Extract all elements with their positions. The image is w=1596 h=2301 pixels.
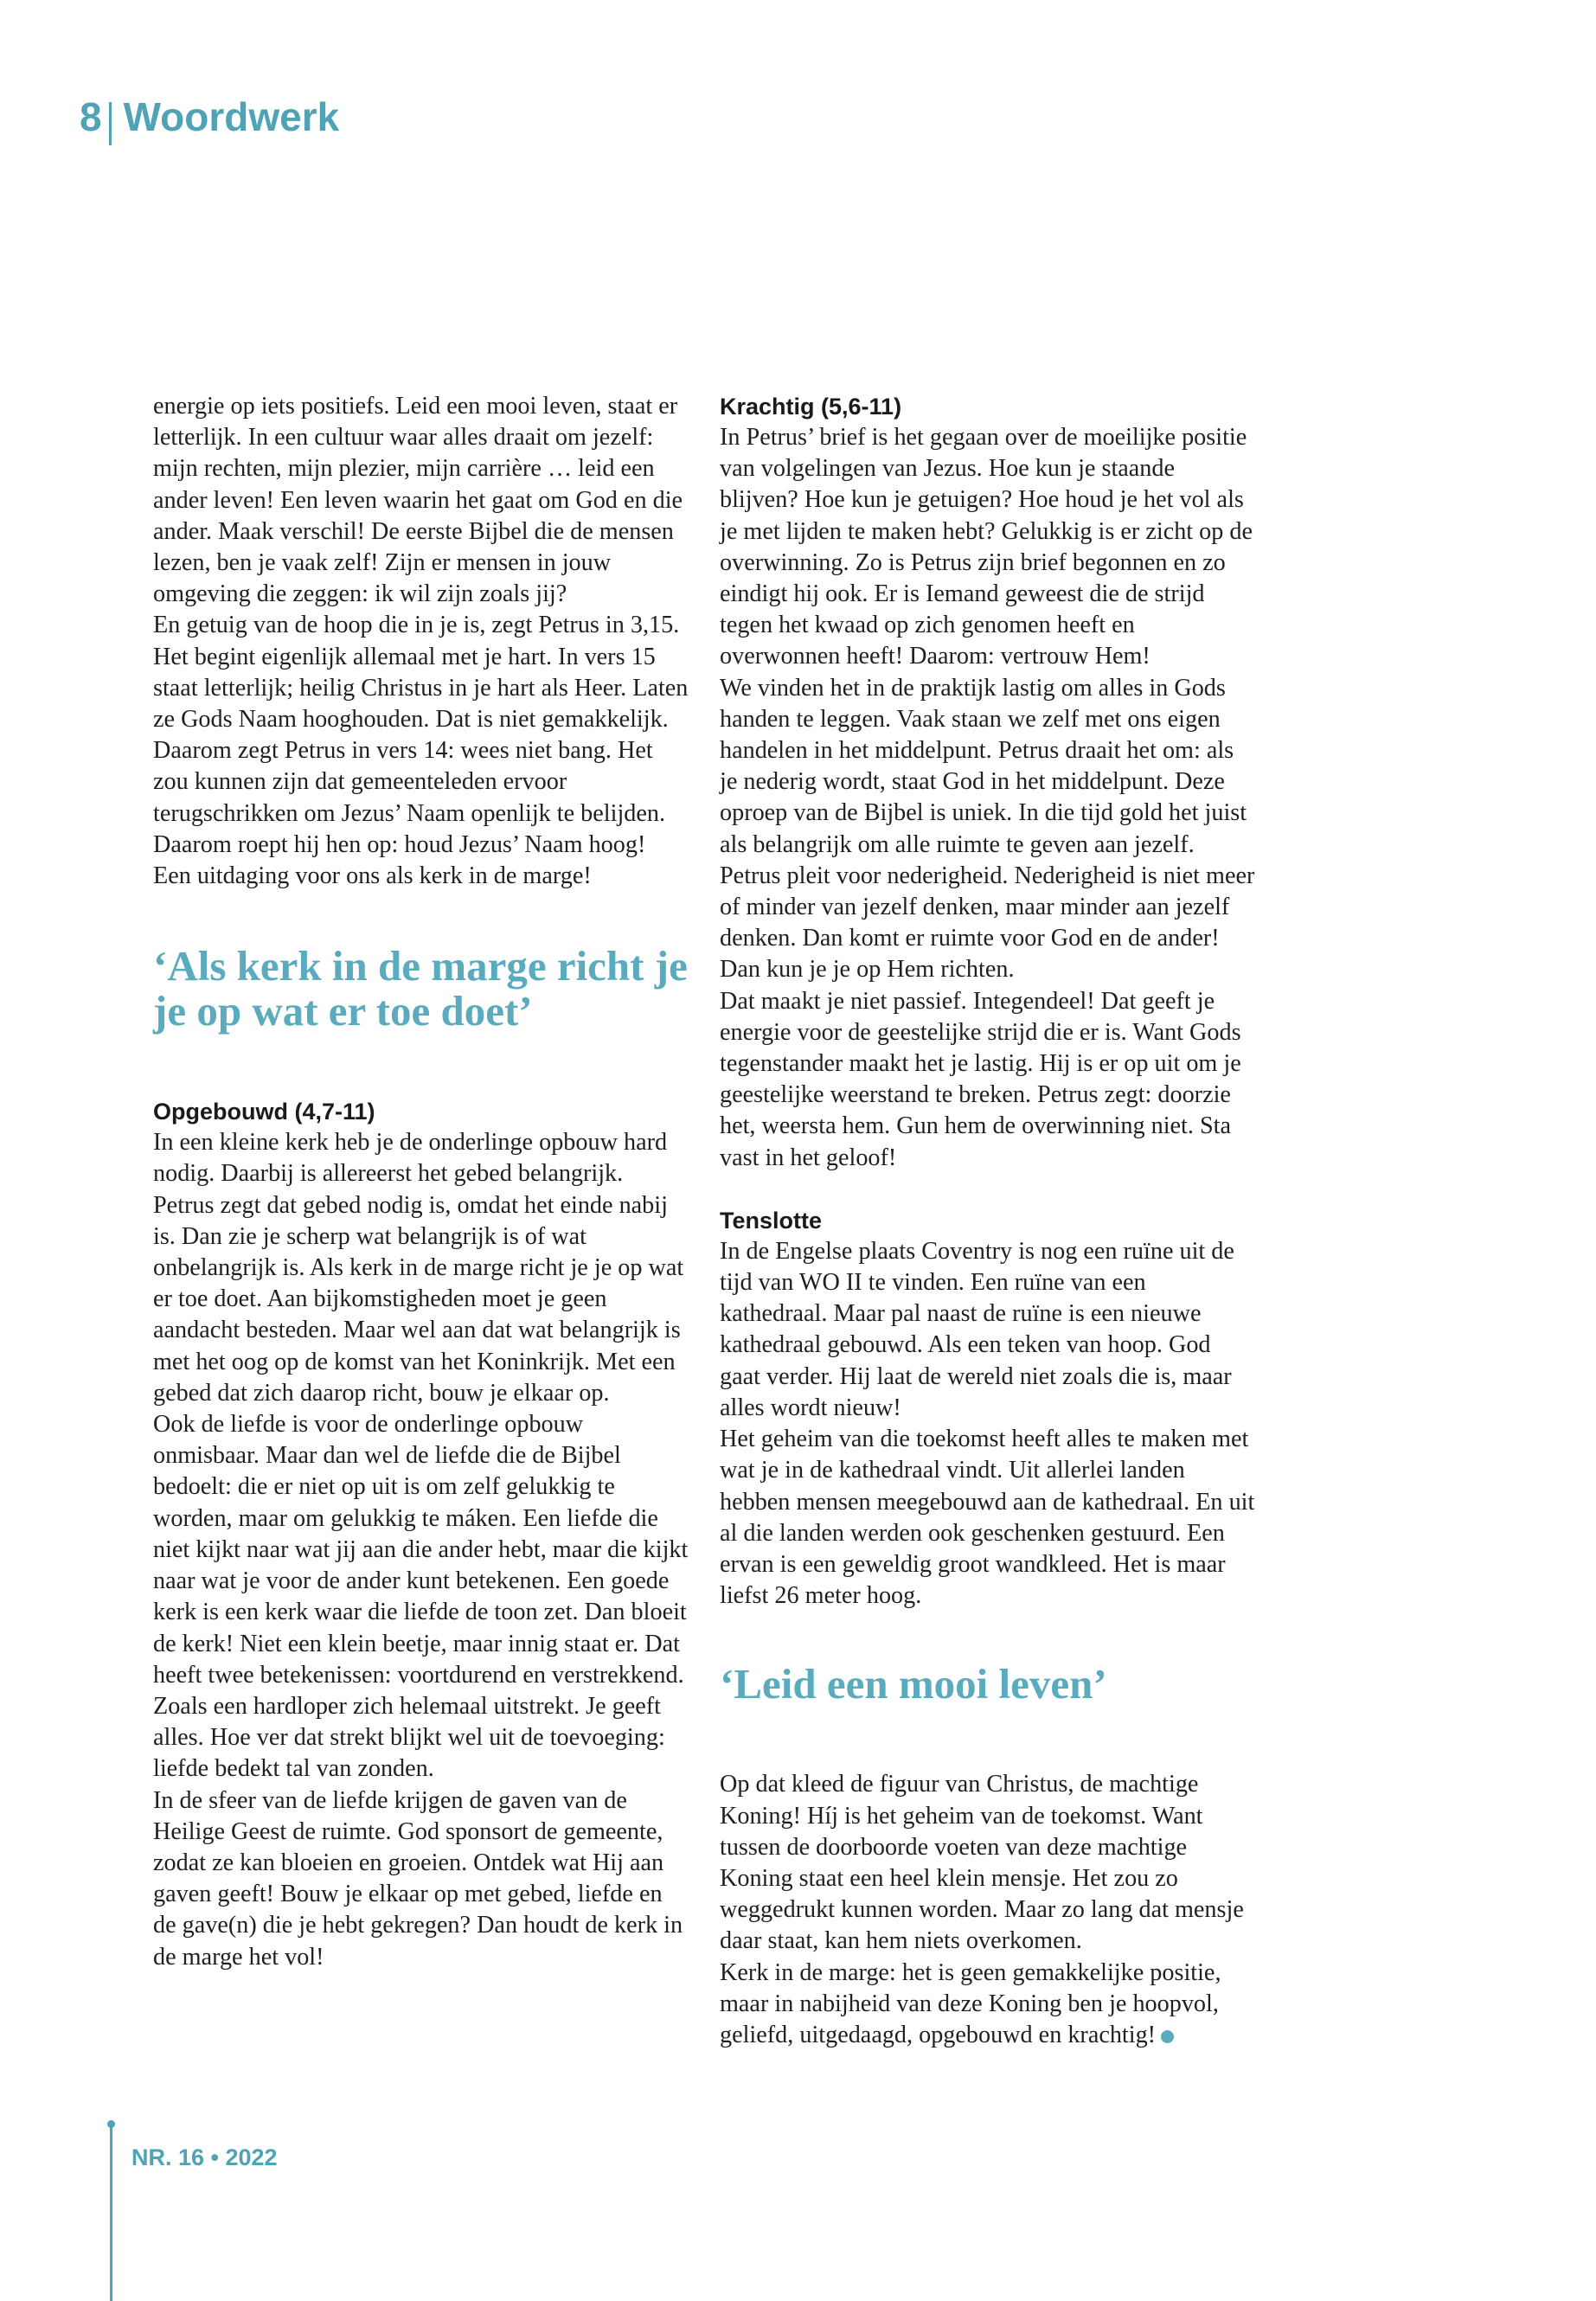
left-column <box>153 391 689 1973</box>
body-paragraph: Het geheim van die toekomst heeft alles te maken met wat je in de kathedraal vindt. Uit allerlei landen hebben mensen meegebouwd aan de kathedraal. En uit al die landen werden ook geschenken gestuurd. Een ervan is een geweldig groot wandkleed. Het is maar liefst 26 meter hoog. <box>720 1426 1255 1610</box>
page-footer <box>110 2124 278 2301</box>
body-paragraph: energie op iets positiefs. Leid een mooi leven, staat er letterlijk. In een cultuur waar alles draait om jezelf: mijn rechten, mijn plezier, mijn carrière … leid een ander leven! Een leven waarin het gaat om God en die ander. Maak verschil! De eerste Bijbel die de mensen lezen, ben je vaak zelf! Zijn er mensen in jouw omgeving die zeggen: ik wil zijn zoals jij? <box>153 393 683 608</box>
pull-quote: ‘Leid een mooi leven’ <box>720 1660 1107 1708</box>
body-paragraph-final <box>720 1958 1256 2052</box>
subheading-opgebouwd: Opgebouwd (4,7-11) <box>153 1099 375 1125</box>
page-header <box>80 93 339 140</box>
subheading-krachtig: Krachtig (5,6-11) <box>720 394 902 420</box>
body-paragraph: In een kleine kerk heb je de onderlinge opbouw hard nodig. Daarbij is allereerst het gebed belangrijk. Petrus zegt dat gebed nodig is, omdat het einde nabij is. Dan zie je scherp wat belangrijk is of wat onbelangrijk is. Als kerk in de marge richt je je op wat er toe doet. Aan bijkomstigheden moet je geen aandacht besteden. Maar wel aan dat wat belangrijk is met het oog op de komst van het Koninkrijk. Met een gebed dat zich daarop richt, bouw je elkaar op. <box>153 1129 684 1407</box>
body-paragraph: In Petrus’ brief is het gegaan over de moeilijke positie van volgelingen van Jezus. Hoe kun je staande blijven? Hoe kun je getuigen? Hoe houd je het vol als je met lijden te maken hebt? Gelukkig is er zicht op de overwinning. Zo is Petrus zijn brief begonnen en zo eindigt hij ook. Er is Iemand geweest die de strijd tegen het kwaad op zich genomen heeft en overwonnen heeft! Daarom: vertrouw Hem! <box>720 424 1253 670</box>
end-mark-dot-icon <box>1161 2030 1174 2043</box>
header-divider <box>109 102 112 145</box>
issue-number: NR. 16 • 2022 <box>131 2144 278 2170</box>
pull-quote: ‘Als kerk in de marge richt je je op wat er toe doet’ <box>153 942 688 1035</box>
final-text: Kerk in de marge: het is geen gemakkelijke positie, maar in nabijheid van deze Koning ben je hoopvol, geliefd, uitgedaagd, opgebouwd en krachtig! <box>720 1958 1221 2048</box>
body-paragraph: We vinden het in de praktijk lastig om alles in Gods handen te leggen. Vaak staan we zelf met ons eigen handelen in het middelpunt. Petrus draait het om: als je nederig wordt, staat God in het middelpunt. Deze oproep van de Bijbel is uniek. In die tijd gold het juist als belangrijk om alle ruimte te geven aan jezelf. Petrus pleit voor nederigheid. Nederigheid is niet meer of minder van jezelf denken, maar minder aan jezelf denken. Dan komt er ruimte voor God en de ander! Dan kun je je op Hem richten. <box>720 674 1255 984</box>
body-paragraph: Ook de liefde is voor de onderlinge opbouw onmisbaar. Maar dan wel de liefde die de Bijbel bedoelt: die er niet op uit is om zelf gelukkig te worden, maar om gelukkig te máken. Een liefde die niet kijkt naar wat jij aan die ander hebt, maar die kijkt naar wat je voor de ander kunt betekenen. Een goede kerk is een kerk waar die liefde de toon zet. Dan bloeit de kerk! Niet een klein beetje, maar innig staat er. Dat heeft twee betekenissen: voortdurend en verstrekkend. Zoals een hardloper zich helemaal uitstrekt. Je geeft alles. Hoe ver dat strekt blijkt wel uit de toevoeging: liefde bedekt tal van zonden. <box>153 1411 689 1783</box>
body-paragraph: En getuig van de hoop die in je is, zegt Petrus in 3,15. Het begint eigenlijk allemaal met je hart. In vers 15 staat letterlijk; heilig Christus in je hart als Heer. Laten ze Gods Naam hooghouden. Dat is niet gemakkelijk. Daarom zegt Petrus in vers 14: wees niet bang. Het zou kunnen zijn dat gemeenteleden ervoor terugschrikken om Jezus’ Naam openlijk te belijden. Daarom roept hij hen op: houd Jezus’ Naam hoog! Een uitdaging voor ons als kerk in de marge! <box>153 612 689 890</box>
footer-rule <box>110 2124 112 2301</box>
section-gap <box>720 1174 1256 1205</box>
body-paragraph: In de Engelse plaats Coventry is nog een ruïne uit de tijd van WO II te vinden. Een ruïne van een kathedraal. Maar pal naast de ruïne is een nieuwe kathedraal gebouwd. Als een teken van hoop. God gaat verder. Hij laat de wereld niet zoals die is, maar alles wordt nieuw! <box>720 1237 1234 1421</box>
body-paragraph: Op dat kleed de figuur van Christus, de machtige Koning! Híj is het geheim van de toekomst. Want tussen de doorboorde voeten van deze machtige Koning staat een heel klein mensje. Het zou zo weggedrukt kunnen worden. Maar zo lang dat mensje daar staat, kan hem niets overkomen. <box>720 1771 1244 1955</box>
body-paragraph: Dat maakt je niet passief. Integendeel! Dat geeft je energie voor de geestelijke strijd die er is. Want Gods tegenstander maakt het je lastig. Hij is er op uit om je geestelijke weerstand te breken. Petrus zegt: doorzie het, weersta hem. Gun hem de overwinning niet. Sta vast in het geloof! <box>720 987 1241 1171</box>
right-column <box>720 391 1256 2051</box>
body-paragraph: In de sfeer van de liefde krijgen de gaven van de Heilige Geest de ruimte. God sponsort de gemeente, zodat ze kan bloeien en groeien. Ontdek wat Hij aan gaven geeft! Bouw je elkaar op met gebed, liefde en de gave(n) die je hebt gekregen? Dan houdt de kerk in de marge het vol! <box>153 1786 683 1971</box>
page-number: 8 <box>80 94 102 139</box>
section-title: Woordwerk <box>123 94 340 139</box>
subheading-tenslotte: Tenslotte <box>720 1207 823 1234</box>
